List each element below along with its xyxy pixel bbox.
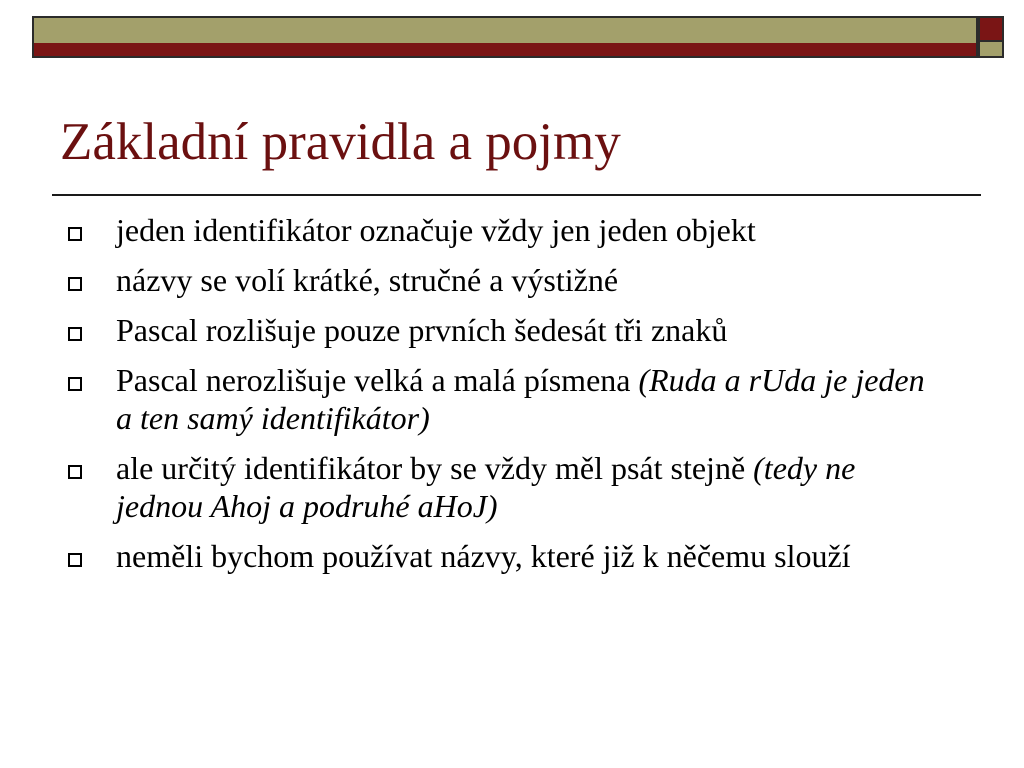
square-bullet-icon [68, 465, 82, 479]
bullet-italic-note: (Ruda a rUda je jeden a ten samý identifikátor) [116, 362, 925, 436]
bullet-text: názvy se volí krátké, stručné a výstižné [116, 262, 619, 298]
top-bar-maroon-band [34, 43, 976, 56]
square-bullet-icon [68, 377, 82, 391]
bullet-list [64, 211, 944, 587]
bullet-item [64, 361, 944, 437]
corner-square-olive [978, 42, 1004, 58]
square-bullet-icon [68, 277, 82, 291]
top-decorative-bar [32, 16, 978, 58]
top-bar-olive-band [34, 18, 976, 43]
bullet-item [64, 211, 944, 249]
square-bullet-icon [68, 553, 82, 567]
corner-square-maroon [978, 16, 1004, 42]
bullet-text: Pascal rozlišuje pouze prvních šedesát tři znaků [116, 312, 728, 348]
bullet-item [64, 537, 944, 575]
bullet-text: jeden identifikátor označuje vždy jen jeden objekt [116, 212, 756, 248]
title-divider [52, 194, 981, 196]
bullet-item [64, 449, 944, 525]
bullet-text: neměli bychom používat názvy, které již k něčemu slouží [116, 538, 851, 574]
square-bullet-icon [68, 327, 82, 341]
square-bullet-icon [68, 227, 82, 241]
bullet-item [64, 311, 944, 349]
bullet-item [64, 261, 944, 299]
bullet-text: Pascal nerozlišuje velká a malá písmena [116, 362, 639, 398]
slide-title: Základní pravidla a pojmy [60, 113, 621, 171]
bullet-italic-note: (tedy ne jednou Ahoj a podruhé aHoJ) [116, 450, 856, 524]
bullet-text: ale určitý identifikátor by se vždy měl psát stejně [116, 450, 754, 486]
